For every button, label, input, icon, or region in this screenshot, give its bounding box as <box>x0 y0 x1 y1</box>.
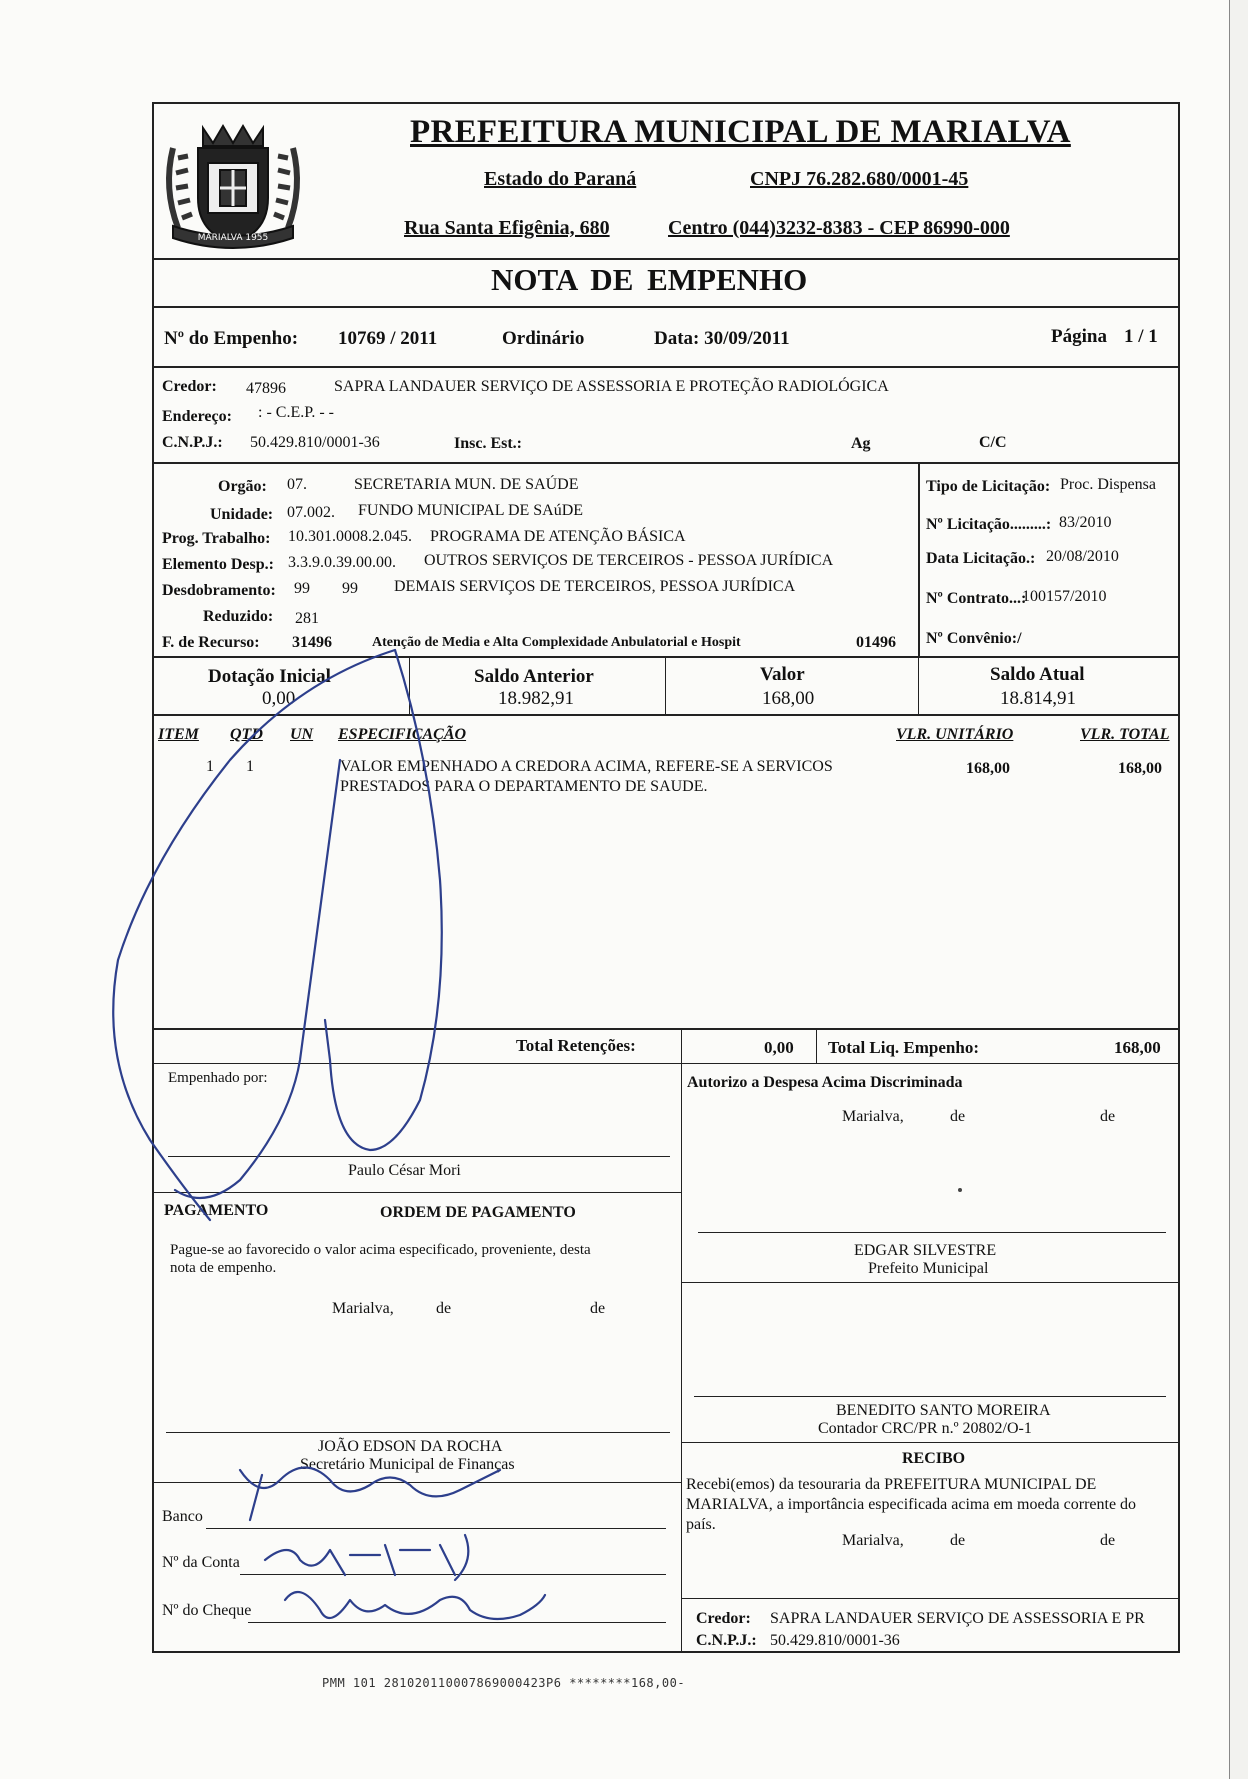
banco-label: Banco <box>162 1508 203 1525</box>
credor-code: 47896 <box>246 380 286 397</box>
credor-cnpj: 50.429.810/0001-36 <box>250 434 380 451</box>
item-unit-value: 168,00 <box>966 760 1010 777</box>
pagamento-de-2: de <box>590 1300 606 1317</box>
conta-label: Nº da Conta <box>162 1554 240 1571</box>
autorizo-de-2: de <box>1100 1108 1116 1125</box>
empenho-date: Data: 30/09/2011 <box>654 328 790 349</box>
recibo-label: RECIBO <box>902 1450 966 1467</box>
desdobramento-name: DEMAIS SERVIÇOS DE TERCEIROS, PESSOA JURÍDICA <box>394 578 796 595</box>
pagamento-text-2: nota de empenho. <box>170 1260 277 1276</box>
unidade-code: 07.002. <box>287 504 335 521</box>
state-label: Estado do Paraná <box>484 168 637 190</box>
total-liq-value: 168,00 <box>1114 1038 1161 1057</box>
total-retencoes-value: 0,00 <box>764 1038 794 1057</box>
empenho-number: 10769 / 2011 <box>338 328 438 349</box>
address-contact-label: Centro (044)3232-8383 - CEP 86990-000 <box>668 217 1010 239</box>
secretario-role: Secretário Municipal de Finanças <box>300 1456 515 1473</box>
recibo-cnpj: 50.429.810/0001-36 <box>770 1632 900 1649</box>
recibo-text-3: país. <box>686 1516 716 1533</box>
data-licitacao: 20/08/2010 <box>1046 548 1119 565</box>
prog-trabalho-label: Prog. Trabalho: <box>162 530 271 547</box>
fonte-recurso-code-2: 01496 <box>856 634 896 651</box>
total-retencoes-label: Total Retenções: <box>516 1036 636 1055</box>
col-header-especificacao: ESPECIFICAÇÃO <box>338 726 467 743</box>
orgao-label: Orgão: <box>218 478 267 495</box>
page-title: PREFEITURA MUNICIPAL DE MARIALVA <box>410 114 1071 150</box>
total-liq-label: Total Liq. Empenho: <box>828 1038 979 1057</box>
saldo-anterior-label: Saldo Anterior <box>474 666 594 687</box>
prog-trabalho-code: 10.301.0008.2.045. <box>288 528 412 545</box>
reduzido-value: 281 <box>295 610 319 627</box>
convenio-label: Nº Convênio:/ <box>926 630 1022 647</box>
recibo-de-2: de <box>1100 1532 1116 1549</box>
item-qtd: 1 <box>246 758 254 775</box>
contrato-value: 100157/2010 <box>1022 588 1107 605</box>
pagamento-place: Marialva, <box>332 1300 394 1317</box>
empenhado-por-name: Paulo César Mori <box>348 1162 461 1179</box>
item-number: 1 <box>206 758 214 775</box>
recibo-text-1: Recebi(emos) da tesouraria da PREFEITURA MUNICIPAL DE <box>686 1476 1097 1493</box>
fonte-recurso-code: 31496 <box>292 634 332 651</box>
recibo-credor: SAPRA LANDAUER SERVIÇO DE ASSESSORIA E PR <box>770 1610 1145 1627</box>
orgao-name: SECRETARIA MUN. DE SAÚDE <box>354 476 579 493</box>
autorizo-label: Autorizo a Despesa Acima Discriminada <box>687 1074 963 1091</box>
elemento-desp-name: OUTROS SERVIÇOS DE TERCEIROS - PESSOA JURÍDICA <box>424 552 834 569</box>
item-spec-line-2: PRESTADOS PARA O DEPARTAMENTO DE SAUDE. <box>340 778 708 795</box>
endereco-value: : - C.E.P. - - <box>258 404 334 421</box>
recibo-place: Marialva, <box>842 1532 904 1549</box>
ordem-pagamento-label: ORDEM DE PAGAMENTO <box>380 1204 576 1221</box>
saldo-atual-label: Saldo Atual <box>990 664 1085 685</box>
desdobramento-code: 99 <box>294 580 310 597</box>
empenhado-por-label: Empenhado por: <box>168 1070 268 1086</box>
elemento-desp-code: 3.3.9.0.39.00.00. <box>288 554 396 571</box>
contador-role: Contador CRC/PR n.º 20802/O-1 <box>818 1420 1032 1437</box>
dotacao-inicial-label: Dotação Inicial <box>208 666 331 687</box>
agencia-label: Ag <box>851 435 871 452</box>
prefeito-name: EDGAR SILVESTRE <box>854 1242 997 1259</box>
recibo-text-2: MARIALVA, a importância especificada acima em moeda corrente do <box>686 1496 1137 1513</box>
orgao-code: 07. <box>287 476 307 493</box>
valor-label: Valor <box>760 664 805 685</box>
reduzido-label: Reduzido: <box>203 608 274 625</box>
prefeito-role: Prefeito Municipal <box>868 1260 989 1277</box>
autorizo-place: Marialva, <box>842 1108 904 1125</box>
empenho-type: Ordinário <box>502 328 585 349</box>
item-total-value: 168,00 <box>1118 760 1162 777</box>
secretario-name: JOÃO EDSON DA ROCHA <box>318 1438 503 1455</box>
address-label: Rua Santa Efigênia, 680 <box>404 217 610 239</box>
empenho-number-label: Nº do Empenho: <box>164 328 299 349</box>
insc-est-label: Insc. Est.: <box>454 435 523 452</box>
pagamento-text-1: Pague-se ao favorecido o valor acima especificado, proveniente, desta <box>170 1242 591 1258</box>
saldo-atual-value: 18.814,91 <box>1000 688 1076 709</box>
autorizo-de-1: de <box>950 1108 966 1125</box>
num-licitacao: 83/2010 <box>1059 514 1112 531</box>
recibo-cnpj-label: C.N.P.J.: <box>696 1632 757 1649</box>
recibo-credor-label: Credor: <box>696 1610 751 1627</box>
fonte-recurso-name: Atenção de Media e Alta Complexidade Anbulatorial e Hospit <box>372 635 741 650</box>
tipo-licitacao: Proc. Dispensa <box>1060 476 1156 493</box>
pagamento-de-1: de <box>436 1300 452 1317</box>
svg-text:MARIALVA 1955: MARIALVA 1955 <box>197 233 269 243</box>
desdobramento-code-2: 99 <box>342 580 358 597</box>
saldo-anterior-value: 18.982,91 <box>498 688 574 709</box>
cheque-label: Nº do Cheque <box>162 1602 252 1619</box>
credor-name: SAPRA LANDAUER SERVIÇO DE ASSESSORIA E PROTEÇÃO RADIOLÓGICA <box>334 378 889 395</box>
page-number-label: Página <box>1051 326 1107 347</box>
col-header-vlr-total: VLR. TOTAL <box>1080 726 1170 743</box>
dotacao-inicial-value: 0,00 <box>262 688 296 709</box>
recibo-de-1: de <box>950 1532 966 1549</box>
unidade-name: FUNDO MUNICIPAL DE SAúDE <box>358 502 584 519</box>
data-licitacao-label: Data Licitação.: <box>926 550 1036 567</box>
contador-name: BENEDITO SANTO MOREIRA <box>836 1402 1051 1419</box>
endereco-label: Endereço: <box>162 408 232 425</box>
elemento-desp-label: Elemento Desp.: <box>162 556 274 573</box>
col-header-item: ITEM <box>158 726 199 743</box>
unidade-label: Unidade: <box>210 506 274 523</box>
conta-corrente-label: C/C <box>979 434 1007 451</box>
tipo-licitacao-label: Tipo de Licitação: <box>926 478 1051 495</box>
col-header-un: UN <box>290 726 314 743</box>
fonte-recurso-label: F. de Recurso: <box>162 634 260 651</box>
col-header-vlr-unitario: VLR. UNITÁRIO <box>896 726 1014 743</box>
footer-code: PMM 101 281020110007869000423P6 ********168,00- <box>322 1676 686 1690</box>
valor-value: 168,00 <box>762 688 815 709</box>
contrato-label: Nº Contrato...: <box>926 590 1027 607</box>
num-licitacao-label: Nº Licitação.........: <box>926 516 1052 533</box>
item-spec-line-1: VALOR EMPENHADO A CREDORA ACIMA, REFERE-SE A SERVICOS <box>340 758 833 775</box>
prog-trabalho-name: PROGRAMA DE ATENÇÃO BÁSICA <box>430 528 686 545</box>
col-header-qtd: QTD <box>230 726 263 743</box>
cnpj-label: CNPJ 76.282.680/0001-45 <box>750 168 969 190</box>
page-number: 1 / 1 <box>1124 326 1158 347</box>
credor-cnpj-label: C.N.P.J.: <box>162 434 223 451</box>
desdobramento-label: Desdobramento: <box>162 582 276 599</box>
doc-title: NOTA DE EMPENHO <box>491 262 808 297</box>
pagamento-label: PAGAMENTO <box>164 1202 269 1219</box>
credor-label: Credor: <box>162 378 217 395</box>
